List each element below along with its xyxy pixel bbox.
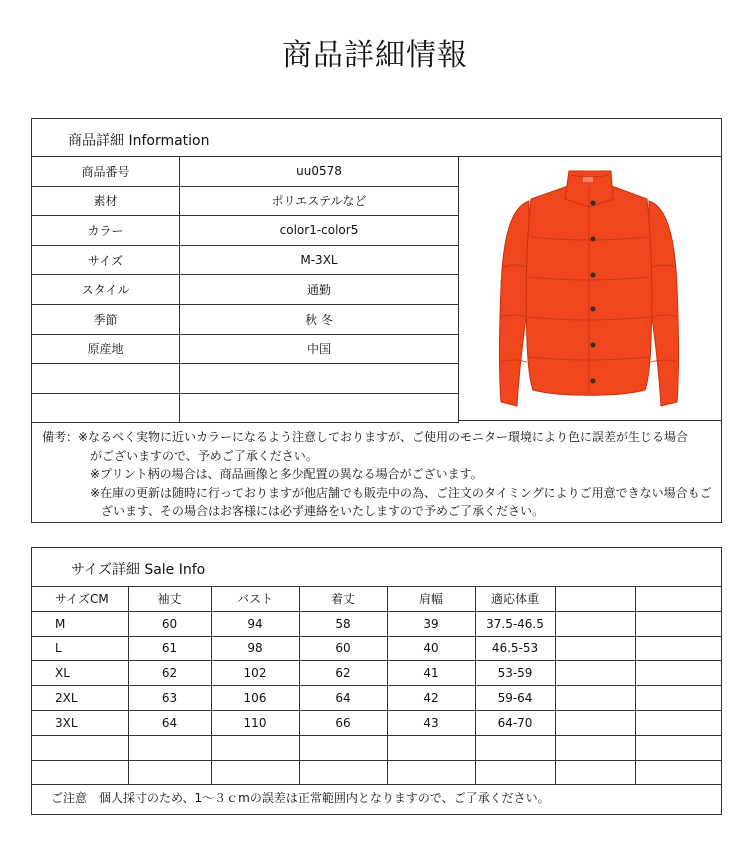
table-cell: 62 xyxy=(128,661,211,686)
table-cell: 42 xyxy=(387,686,475,711)
size-header-title: サイズ詳細 Sale Info xyxy=(71,562,206,578)
column-header xyxy=(555,587,635,611)
table-cell: 106 xyxy=(211,686,299,711)
column-header: 着丈 xyxy=(299,587,387,611)
size-header xyxy=(32,548,721,587)
table-row xyxy=(32,611,721,636)
info-value: 秋 冬 xyxy=(180,304,459,334)
note-line: ※プリント柄の場合は、商品画像と多少配置の異なる場合がございます。 xyxy=(90,467,483,481)
table-row xyxy=(32,735,721,760)
table-row xyxy=(32,661,721,686)
table-row xyxy=(32,275,459,305)
note-line: ざいます、その場合はお客様には必ず連絡をいたしますので予めご了承ください。 xyxy=(101,504,545,518)
info-value: 通勤 xyxy=(180,275,459,305)
table-cell: 64 xyxy=(128,710,211,735)
table-cell: XL xyxy=(32,661,128,686)
table-cell xyxy=(635,760,721,785)
size-note: ご注意 個人採寸のため、1～３ｃmの誤差は正常範囲内となりますので、ご了承ください。 xyxy=(51,791,550,805)
table-cell xyxy=(555,710,635,735)
info-value xyxy=(180,364,459,394)
product-image xyxy=(458,157,721,421)
table-row xyxy=(32,760,721,785)
table-cell xyxy=(555,661,635,686)
table-cell xyxy=(635,735,721,760)
table-row xyxy=(32,393,459,423)
info-key: サイズ xyxy=(32,245,180,275)
table-cell xyxy=(475,735,555,760)
table-cell: 63 xyxy=(128,686,211,711)
table-cell xyxy=(299,760,387,785)
info-key: カラー xyxy=(32,216,180,246)
info-key: 商品番号 xyxy=(32,157,180,186)
info-key: 原産地 xyxy=(32,334,180,364)
note-line: ※在庫の更新は随時に行っておりますが他店舗でも販売中の為、ご注文のタイミングによりご用意できない場合もご xyxy=(90,485,712,500)
table-cell xyxy=(635,686,721,711)
column-header: 適応体重 xyxy=(475,587,555,611)
table-cell: 62 xyxy=(299,661,387,686)
table-cell: 58 xyxy=(299,611,387,636)
table-cell: 40 xyxy=(387,636,475,661)
column-header: バスト xyxy=(211,587,299,611)
column-header: 肩幅 xyxy=(387,587,475,611)
table-cell xyxy=(211,735,299,760)
table-cell xyxy=(128,735,211,760)
table-cell xyxy=(555,760,635,785)
table-cell xyxy=(475,760,555,785)
table-cell: 98 xyxy=(211,636,299,661)
table-cell: 64-70 xyxy=(475,710,555,735)
table-cell: 53-59 xyxy=(475,661,555,686)
table-cell: 2XL xyxy=(32,686,128,711)
info-value: 中国 xyxy=(180,334,459,364)
table-cell: L xyxy=(32,636,128,661)
table-cell xyxy=(387,760,475,785)
info-key: 素材 xyxy=(32,186,180,216)
table-cell xyxy=(635,636,721,661)
column-header: 袖丈 xyxy=(128,587,211,611)
table-cell xyxy=(635,611,721,636)
table-row xyxy=(32,364,459,394)
table-cell xyxy=(32,760,128,785)
info-value xyxy=(180,393,459,423)
table-cell: 64 xyxy=(299,686,387,711)
table-row xyxy=(32,686,721,711)
table-cell xyxy=(635,710,721,735)
column-header: サイズCM xyxy=(32,587,128,611)
column-header xyxy=(635,587,721,611)
table-cell xyxy=(32,735,128,760)
table-row xyxy=(32,245,459,275)
info-value: color1-color5 xyxy=(180,216,459,246)
puffer-jacket-image xyxy=(459,157,721,421)
table-cell xyxy=(555,686,635,711)
table-cell xyxy=(211,760,299,785)
table-cell xyxy=(387,735,475,760)
info-table xyxy=(32,157,459,423)
notes xyxy=(42,428,714,521)
table-row xyxy=(32,304,459,334)
info-header xyxy=(32,119,721,157)
table-cell xyxy=(128,760,211,785)
table-cell: 66 xyxy=(299,710,387,735)
table-cell: 110 xyxy=(211,710,299,735)
table-row xyxy=(32,186,459,216)
table-cell xyxy=(299,735,387,760)
table-row xyxy=(32,710,721,735)
table-cell: 59-64 xyxy=(475,686,555,711)
table-row xyxy=(32,334,459,364)
table-cell: 39 xyxy=(387,611,475,636)
info-value: ポリエステルなど xyxy=(180,186,459,216)
info-key: スタイル xyxy=(32,275,180,305)
table-cell xyxy=(635,661,721,686)
size-table xyxy=(32,587,721,785)
table-cell: 102 xyxy=(211,661,299,686)
table-cell: 60 xyxy=(299,636,387,661)
page-title: 商品詳細情報 xyxy=(282,38,468,73)
table-cell xyxy=(555,636,635,661)
info-header-title: 商品詳細 Information xyxy=(68,133,210,149)
note-line: がございますので、予めご了承ください。 xyxy=(90,448,318,463)
size-info-section xyxy=(31,547,722,815)
table-row xyxy=(32,636,721,661)
info-key xyxy=(32,393,180,423)
info-value: uu0578 xyxy=(180,157,459,186)
table-cell: M xyxy=(32,611,128,636)
table-cell: 60 xyxy=(128,611,211,636)
table-cell: 37.5-46.5 xyxy=(475,611,555,636)
table-row xyxy=(32,157,459,186)
info-key xyxy=(32,364,180,394)
table-header-row xyxy=(32,587,721,611)
table-cell: 46.5-53 xyxy=(475,636,555,661)
table-cell xyxy=(555,611,635,636)
table-cell: 94 xyxy=(211,611,299,636)
table-cell: 3XL xyxy=(32,710,128,735)
info-key: 季節 xyxy=(32,304,180,334)
table-cell: 41 xyxy=(387,661,475,686)
product-info-section xyxy=(31,118,722,523)
table-cell: 43 xyxy=(387,710,475,735)
note-line: 備考：※なるべく実物に近いカラーになるよう注意しておりますが、ご使用のモニター環境により色に誤差が生じる場合 xyxy=(42,430,689,444)
info-value: M-3XL xyxy=(180,245,459,275)
table-cell: 61 xyxy=(128,636,211,661)
table-cell xyxy=(555,735,635,760)
table-row xyxy=(32,216,459,246)
